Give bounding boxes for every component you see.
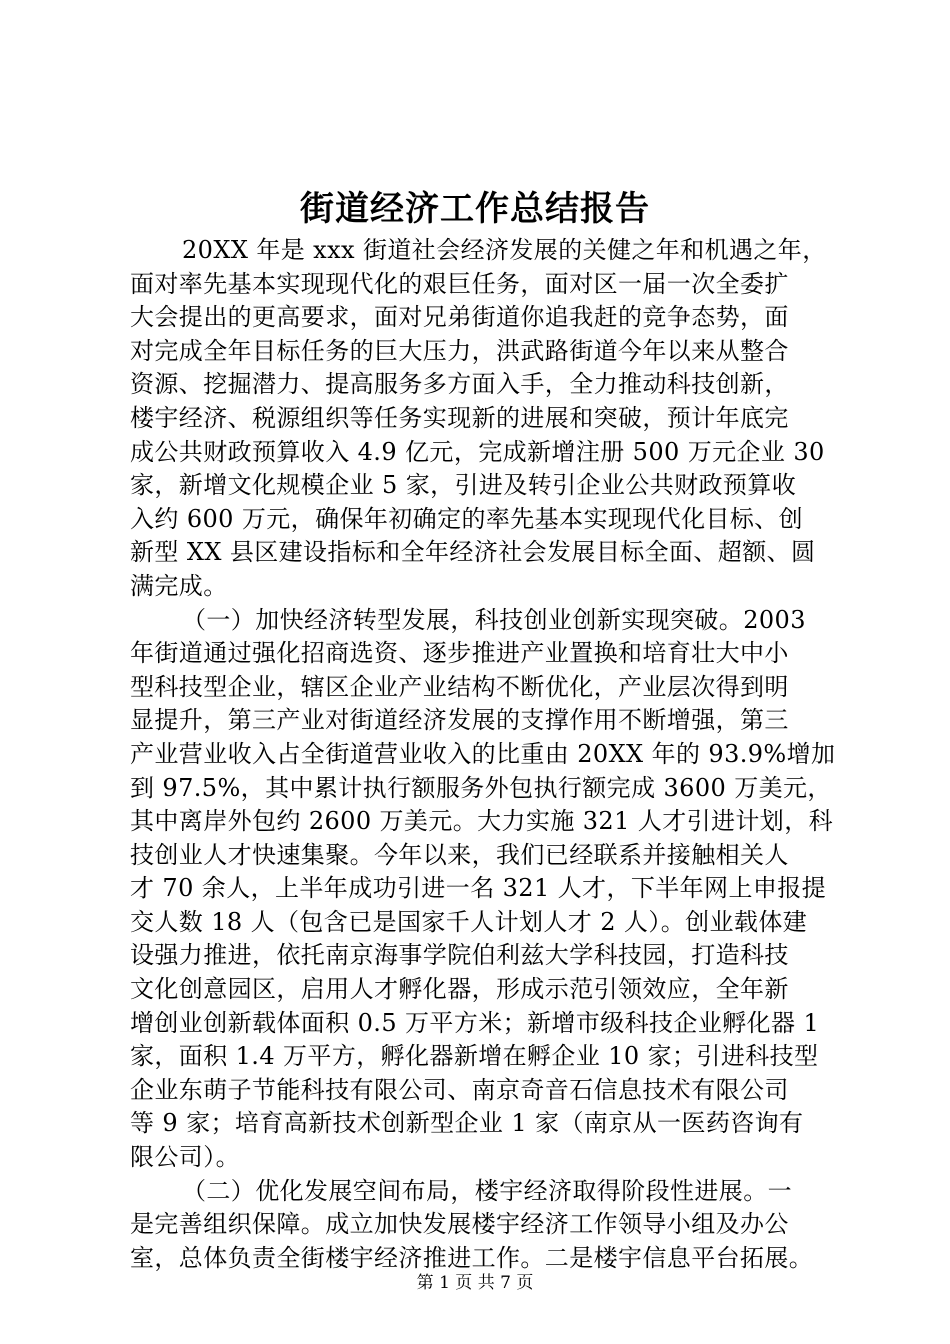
text-line: 家，新增文化规模企业 5 家，引进及转引企业公共财政预算收 [130,471,797,500]
text-line: 20XX 年是 xxx 街道社会经济发展的关健之年和机遇之年， [182,236,827,264]
text-line: 其中离岸外包约 2600 万美元。大力实施 321 人才引进计划，科 [130,807,834,836]
text-line: 家，面积 1.4 万平方，孵化器新增在孵企业 10 家；引进科技型 [130,1042,819,1071]
text-line: 面对率先基本实现现代化的艰巨任务，面对区一届一次全委扩 [130,269,789,298]
text-line: 新型 XX 县区建设指标和全年经济社会发展目标全面、超额、圆 [130,538,816,567]
text-line: 型科技型企业，辖区企业产业结构不断优化，产业层次得到明 [130,672,789,701]
text-line: 对完成全年目标任务的巨大压力，洪武路街道今年以来从整合 [130,336,789,365]
text-line: 成公共财政预算收入 4.9 亿元，完成新增注册 500 万元企业 30 [130,437,825,466]
text-line: 才 70 余人，上半年成功引进一名 321 人才，下半年网上申报提 [130,874,827,903]
text-line: 文化创意园区，启用人才孵化器，形成示范引领效应，全年新 [130,975,789,1004]
text-line: 技创业人才快速集聚。今年以来，我们已经联系并接触相关人 [130,840,789,869]
text-line: 显提升，第三产业对街道经济发展的支撑作用不断增强，第三 [130,706,789,735]
text-line: 企业东萌子节能科技有限公司、南京奇音石信息技术有限公司 [130,1075,789,1104]
document-title: 街道经济工作总结报告 [300,189,650,229]
text-line: 入约 600 万元，确保年初确定的率先基本实现现代化目标、创 [130,504,804,533]
text-line: 大会提出的更高要求，面对兄弟街道你追我赶的竞争态势，面 [130,303,789,332]
text-line: 年街道通过强化招商选资、逐步推进产业置换和培育壮大中小 [130,639,789,668]
text-line: 等 9 家；培育高新技术创新型企业 1 家（南京从一医药咨询有 [130,1109,804,1138]
text-line: （二）优化发展空间布局，楼宇经济取得阶段性进展。一 [182,1176,792,1205]
text-line: 设强力推进，依托南京海事学院伯利兹大学科技园，打造科技 [130,941,789,970]
document-body [130,234,836,1275]
text-line: （一）加快经济转型发展，科技创业创新实现突破。2003 [182,605,806,634]
text-line: 限公司）。 [130,1143,240,1172]
text-line: 交人数 18 人（包含已是国家千人计划人才 2 人）。创业载体建 [130,907,808,936]
text-line: 资源、挖掘潜力、提高服务多方面入手，全力推动科技创新， [130,370,789,399]
text-line: 到 97.5%，其中累计执行额服务外包执行额完成 3600 万美元， [130,773,832,802]
text-line: 楼宇经济、税源组织等任务实现新的进展和突破，预计年底完 [130,403,789,432]
text-line: 增创业创新载体面积 0.5 万平方米；新增市级科技企业孵化器 1 [130,1008,820,1037]
text-line: 满完成。 [130,571,228,600]
text-line: 是完善组织保障。成立加快发展楼宇经济工作领导小组及办公 [130,1210,789,1239]
text-line: 室，总体负责全街楼宇经济推进工作。二是楼宇信息平台拓展。 [130,1243,814,1272]
page-footer: 第 1 页 共 7 页 [416,1273,534,1293]
text-line: 产业营业收入占全街道营业收入的比重由 20XX 年的 93.9%增加 [130,739,836,768]
